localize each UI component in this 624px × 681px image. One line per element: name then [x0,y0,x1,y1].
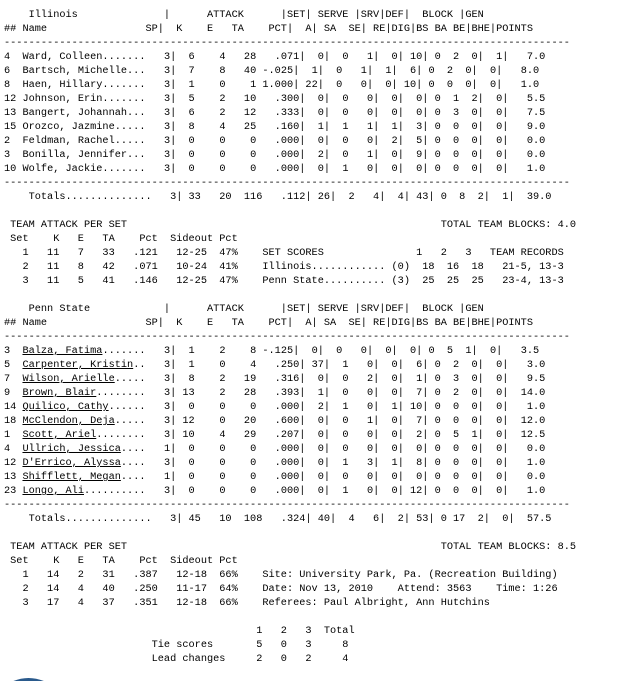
ties-header: 1 2 3 Total [4,625,355,637]
pennstate-player-row: 14 Quilico, Cathy...... 3| 0 0 0 .000| 2| 1 0| 1| 10| 0 0 0| 0| 1.0 [4,401,546,413]
pennstate-player-row: 7 Wilson, Arielle..... 3| 8 2 19 .316| 0| 0 2| 0| 1| 0 3 0| 0| 9.5 [4,373,546,385]
pennstate-header-line-1: Penn State | ATTACK |SET| SERVE |SRV|DEF| BLOCK |GEN [4,303,484,315]
tie-scores-row: Tie scores 5 0 3 8 [4,639,349,651]
pennstate-attack-set-row: 3 17 4 37 .351 12-18 66% Referees: Paul Albright, Ann Hutchins [4,597,490,609]
pennstate-player-row: 4 Ullrich, Jessica.... 1| 0 0 0 .000| 0| 0 0| 0| 0| 0 0 0| 0| 0.0 [4,443,546,455]
pennstate-player-row: 3 Balza, Fatima....... 3| 1 2 8 -.125| 0| 0 0| 0| 0| 0 5 1| 0| 3.5 [4,345,540,357]
illinois-player-row: 3 Bonilla, Jennifer... 3| 0 0 0 .000| 2| 0 1| 0| 9| 0 0 0| 0| 0.0 [4,149,546,161]
player-name-link[interactable]: Longo, Ali [22,485,84,497]
player-name-link[interactable]: Shifflett, Megan [22,471,121,483]
illinois-attack-set-row: 2 11 8 42 .071 10-24 41% Illinois............ (0) 18 16 18 21-5, 13-3 [4,261,564,273]
illinois-totals-row: Totals.............. 3| 33 20 116 .112| 26| 2 4| 4| 43| 0 8 2| 1| 39.0 [4,191,552,203]
player-name-link[interactable]: Quilico, Cathy [22,401,109,413]
pennstate-player-row: 5 Carpenter, Kristin.. 3| 1 0 4 .250| 37| 1 0| 0| 6| 0 2 0| 0| 3.0 [4,359,546,371]
player-name-link[interactable]: Balza, Fatima [22,345,103,357]
pennstate-totals-rule: -------------------------------------------------------------------------------------------- [4,499,570,511]
illinois-player-row: 4 Ward, Colleen....... 3| 6 4 28 .071| 0| 0 1| 0| 10| 0 2 0| 1| 7.0 [4,51,546,63]
pennstate-player-row: 13 Shifflett, Megan.... 1| 0 0 0 .000| 0| 0 0| 0| 0| 0 0 0| 0| 0.0 [4,471,546,483]
illinois-header-line-1: Illinois | ATTACK |SET| SERVE |SRV|DEF| BLOCK |GEN [4,9,484,21]
player-name-link[interactable]: Brown, Blair [22,387,97,399]
player-name-link[interactable]: Carpenter, Kristin [22,359,134,371]
illinois-player-row: 8 Haen, Hillary....... 3| 1 0 1 1.000| 22| 0 0| 0| 10| 0 0 0| 0| 1.0 [4,79,540,91]
pennstate-player-row: 23 Longo, Ali.......... 3| 0 0 0 .000| 0| 1 0| 0| 12| 0 0 0| 0| 1.0 [4,485,546,497]
illinois-attack-per-set-header: Set K E TA Pct Sideout Pct [4,233,238,245]
illinois-player-row: 6 Bartsch, Michelle... 3| 7 8 40 -.025| 1| 0 1| 1| 6| 0 2 0| 0| 8.0 [4,65,540,77]
pennstate-attack-set-row: 2 14 4 40 .250 11-17 64% Date: Nov 13, 2010 Attend: 3563 Time: 1:26 [4,583,558,595]
illinois-totals-rule: -------------------------------------------------------------------------------------------- [4,177,570,189]
player-name-link[interactable]: Ullrich, Jessica [22,443,121,455]
player-name-link[interactable]: D'Errico, Alyssa [22,457,121,469]
pennstate-player-row: 12 D'Errico, Alyssa.... 3| 0 0 0 .000| 0| 1 3| 1| 8| 0 0 0| 0| 1.0 [4,457,546,469]
illinois-attack-per-set-title: TEAM ATTACK PER SET TOTAL TEAM BLOCKS: 4.0 [4,219,577,231]
illinois-player-row: 15 Orozco, Jazmine..... 3| 8 4 25 .160| 1| 1 1| 1| 3| 0 0 0| 0| 9.0 [4,121,546,133]
illinois-header-line-2: ## Name SP| K E TA PCT| A| SA SE| RE|DIG|BS BA BE|BHE|POINTS [4,23,533,35]
illinois-player-row: 13 Bangert, Johannah... 3| 6 2 12 .333| 0| 0 0| 0| 0| 0 3 0| 0| 7.5 [4,107,546,119]
illinois-header-rule: -------------------------------------------------------------------------------------------- [4,37,570,49]
pennstate-player-row: 9 Brown, Blair........ 3| 13 2 28 .393| 1| 0 0| 0| 7| 0 2 0| 0| 14.0 [4,387,546,399]
illinois-player-row: 10 Wolfe, Jackie....... 3| 0 0 0 .000| 0| 1 0| 0| 0| 0 0 0| 0| 1.0 [4,163,546,175]
pennstate-header-rule: -------------------------------------------------------------------------------------------- [4,331,570,343]
pennstate-totals-row: Totals.............. 3| 45 10 108 .324| 40| 4 6| 2| 53| 0 17 2| 0| 57.5 [4,513,552,525]
player-name-link[interactable]: Scott, Ariel [22,429,97,441]
partial-logo-arc [0,672,60,681]
illinois-player-row: 2 Feldman, Rachel..... 3| 0 0 0 .000| 0| 0 0| 2| 5| 0 0 0| 0| 0.0 [4,135,546,147]
pennstate-attack-per-set-title: TEAM ATTACK PER SET TOTAL TEAM BLOCKS: 8.5 [4,541,577,553]
lead-changes-row: Lead changes 2 0 2 4 [4,653,349,665]
pennstate-header-line-2: ## Name SP| K E TA PCT| A| SA SE| RE|DIG|BS BA BE|BHE|POINTS [4,317,533,329]
pennstate-attack-per-set-header: Set K E TA Pct Sideout Pct [4,555,238,567]
pennstate-player-row: 1 Scott, Ariel........ 3| 10 4 29 .207| 0| 0 0| 0| 2| 0 5 1| 0| 12.5 [4,429,546,441]
illinois-player-row: 12 Johnson, Erin....... 3| 5 2 10 .300| 0| 0 0| 0| 0| 0 1 2| 0| 5.5 [4,93,546,105]
pennstate-attack-set-row: 1 14 2 31 .387 12-18 66% Site: University Park, Pa. (Recreation Building) [4,569,558,581]
illinois-attack-set-row: 3 11 5 41 .146 12-25 47% Penn State.......... (3) 25 25 25 23-4, 13-3 [4,275,564,287]
player-name-link[interactable]: Wilson, Arielle [22,373,115,385]
pennstate-player-row: 18 McClendon, Deja..... 3| 12 0 20 .600| 0| 0 1| 0| 7| 0 0 0| 0| 12.0 [4,415,546,427]
illinois-attack-set-row: 1 11 7 33 .121 12-25 47% SET SCORES 1 2 3 TEAM RECORDS [4,247,564,259]
player-name-link[interactable]: McClendon, Deja [22,415,115,427]
